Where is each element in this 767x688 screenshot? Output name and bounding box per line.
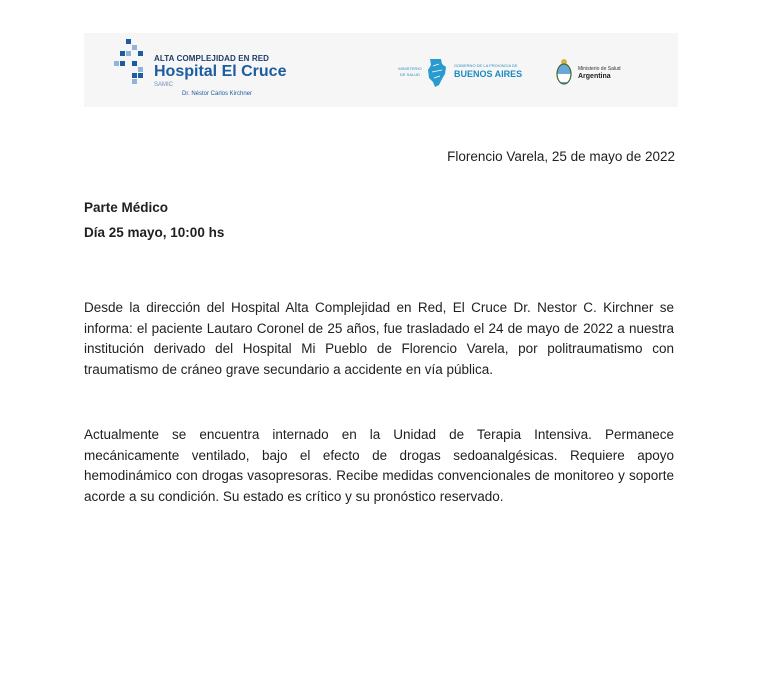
provincia-government-label: GOBIERNO DE LA PROVINCIA DE [454,63,518,68]
paragraph-2: Actualmente se encuentra internado en la Unidad de Terapia Intensiva. Permanece mecánicamente ventilado, bajo el efecto de drogas sedoanalgésicas. Requiere apoyo hemodinámico con drogas vasopresoras. Recibe medidas convencionales de monitoreo y soporte acorde a su condición. Su estado es crítico y su pronóstico reservado. [84,427,674,504]
hospital-doctor-name: Dr. Néstor Carlos Kirchner [182,91,253,97]
nacion-ministry-label: Ministerio de Salud [578,66,621,72]
provincia-name: BUENOS AIRES [454,69,523,79]
hospital-el-cruce-logo [92,37,292,101]
hospital-squares-icon [92,37,148,97]
paragraph-1: Desde la dirección del Hospital Alta Complejidad en Red, El Cruce Dr. Nestor C. Kirchner se informa: el paciente Lautaro Coronel de 25 años, fue trasladado el 24 de mayo de 2022 a nuestra institución derivado del Hospital Mi Pueblo de Florencio Varela, por politraumatismo con traumatismo de cráneo grave secundario a accidente en vía pública. [84,300,674,377]
document-subtitle: Día 25 mayo, 10:00 hs [84,225,225,240]
argentina-escudo-icon [555,58,573,86]
document-title: Parte Médico [84,200,169,215]
provincia-ministry-label: MINISTERIO DE SALUD [398,66,422,77]
hospital-tagline: ALTA COMPLEJIDAD EN RED [154,54,270,63]
date-line: Florencio Varela, 25 de mayo de 2022 [447,149,675,164]
nacion-country-label: Argentina [578,73,611,80]
hospital-subtitle: SAMIC [154,82,174,88]
letterhead [84,33,678,107]
hospital-name: Hospital El Cruce [154,63,287,80]
buenos-aires-map-icon [427,58,447,88]
